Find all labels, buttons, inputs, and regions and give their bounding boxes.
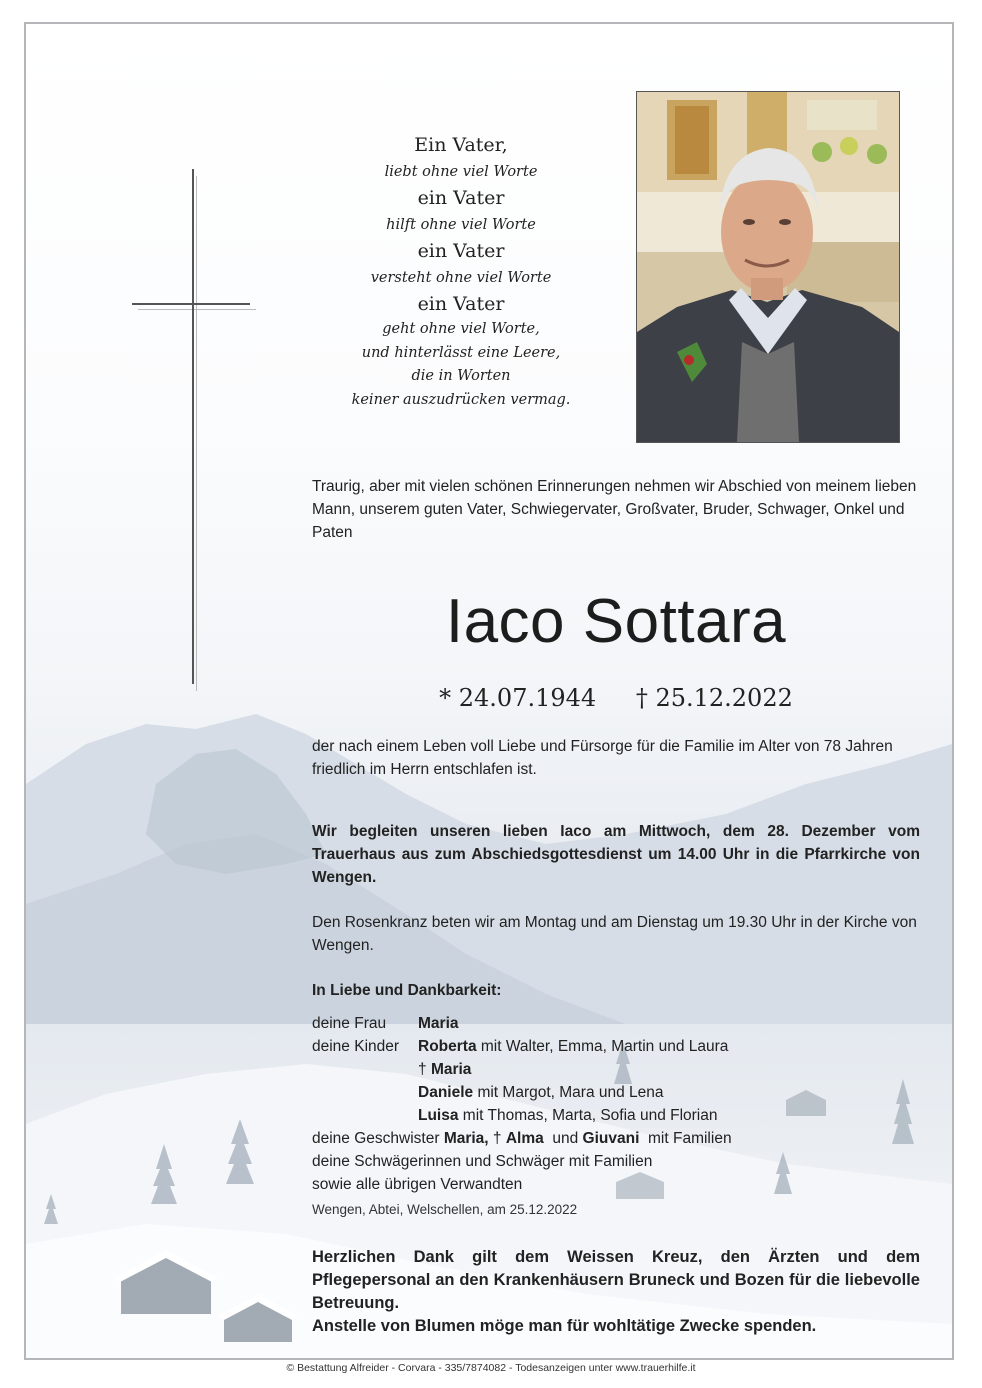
- family-row: [312, 1150, 920, 1173]
- poem-line: Ein Vater,: [414, 134, 508, 156]
- family-row: [312, 1012, 920, 1035]
- donation-text: Anstelle von Blumen möge man für wohltätige Zwecke spenden.: [312, 1317, 817, 1335]
- family-text: und: [543, 1130, 583, 1147]
- footer-credit: © Bestattung Alfreider - Corvara - 335/7874082 - Todesanzeigen unter www.trauerhilfe.it: [286, 1362, 696, 1374]
- poem-line: und hinterlässt eine Leere,: [361, 344, 561, 361]
- funeral-announcement: Wir begleiten unseren lieben Iaco am Mittwoch, dem 28. Dezember vom Trauerhaus aus zum Abschiedsgottesdienst um 14.00 Uhr in die Pfarrkirche von Wengen.: [312, 823, 920, 886]
- family-member-name: Daniele: [418, 1084, 474, 1101]
- family-member-name: Maria: [430, 1061, 472, 1078]
- cross-shadow-vertical: [196, 176, 197, 691]
- family-row: [312, 1081, 920, 1104]
- family-member-name: Alma: [505, 1130, 544, 1147]
- poem: [301, 132, 621, 412]
- cross-shadow-horizontal: [138, 309, 256, 310]
- family-member-name: Maria: [418, 1015, 459, 1032]
- portrait-photo: [636, 91, 900, 443]
- poem-line: geht ohne viel Worte,: [382, 321, 540, 337]
- family-text: mit Margot, Mara und Lena: [473, 1084, 664, 1101]
- portrait-illustration: [637, 92, 899, 442]
- family-row: [312, 1104, 920, 1127]
- intro-text: Traurig, aber mit vielen schönen Erinnerungen nehmen wir Abschied von meinem lieben Mann, unserem guten Vater, Schwiegervater, Großvater, Bruder, Schwager, Onkel und Paten: [312, 478, 917, 541]
- family-row: [312, 1127, 920, 1150]
- death-date: † 25.12.2022: [635, 684, 793, 712]
- poem-line: keiner auszudrücken vermag.: [351, 391, 571, 408]
- passing-text: der nach einem Leben voll Liebe und Fürsorge für die Familie im Alter von 78 Jahren friedlich im Herrn entschlafen ist.: [312, 738, 893, 778]
- poem-line: liebt ohne viel Worte: [384, 164, 538, 180]
- family-text: mit Familien: [639, 1130, 732, 1147]
- deceased-name: Iaco Sottara: [445, 587, 787, 656]
- rosary-text: Den Rosenkranz beten wir am Montag und am Dienstag um 19.30 Uhr in der Kirche von Wengen.: [312, 914, 917, 954]
- poem-line: hilft ohne viel Worte: [386, 217, 536, 233]
- family-text: deine Schwägerinnen und Schwäger mit Familien: [312, 1153, 653, 1170]
- poem-line: die in Worten: [411, 368, 511, 384]
- family-text: deine Geschwister: [312, 1130, 444, 1147]
- poem-line: ein Vater: [417, 293, 505, 315]
- family-member-name: Maria,: [443, 1130, 493, 1147]
- family-relation: deine Frau: [312, 1015, 387, 1032]
- family-member-name: Luisa: [418, 1107, 459, 1124]
- family-member-name: Roberta: [418, 1038, 477, 1055]
- poem-line: ein Vater: [417, 187, 505, 209]
- family-relation: deine Kinder: [312, 1038, 400, 1055]
- family-row: [312, 1035, 920, 1058]
- cross-icon-horizontal: [132, 303, 250, 305]
- family-text: †: [492, 1130, 506, 1147]
- family-text: sowie alle übrigen Verwandten: [312, 1176, 523, 1193]
- thanks-text: Herzlichen Dank gilt dem Weissen Kreuz, den Ärzten und dem Pflegepersonal an den Krankenhäusern Bruneck und Bozen für die liebevolle Betreuung.: [312, 1248, 920, 1312]
- card-frame: [24, 22, 954, 1360]
- family-row: [312, 1173, 920, 1196]
- family-text: mit Walter, Emma, Martin und Laura: [476, 1038, 729, 1055]
- family-text: †: [418, 1061, 431, 1078]
- family-row: [312, 1058, 920, 1081]
- cross-icon-vertical: [192, 169, 194, 684]
- poem-line: versteht ohne viel Worte: [370, 270, 552, 286]
- family-heading: In Liebe und Dankbarkeit:: [312, 982, 502, 999]
- family-text: mit Thomas, Marta, Sofia und Florian: [458, 1107, 718, 1124]
- family-list: [312, 1012, 920, 1196]
- place-date: Wengen, Abtei, Welschellen, am 25.12.2022: [312, 1202, 578, 1217]
- life-dates: [312, 684, 920, 712]
- family-member-name: Giuvani: [582, 1130, 640, 1147]
- birth-date: * 24.07.1944: [439, 684, 597, 712]
- poem-line: ein Vater: [417, 240, 505, 262]
